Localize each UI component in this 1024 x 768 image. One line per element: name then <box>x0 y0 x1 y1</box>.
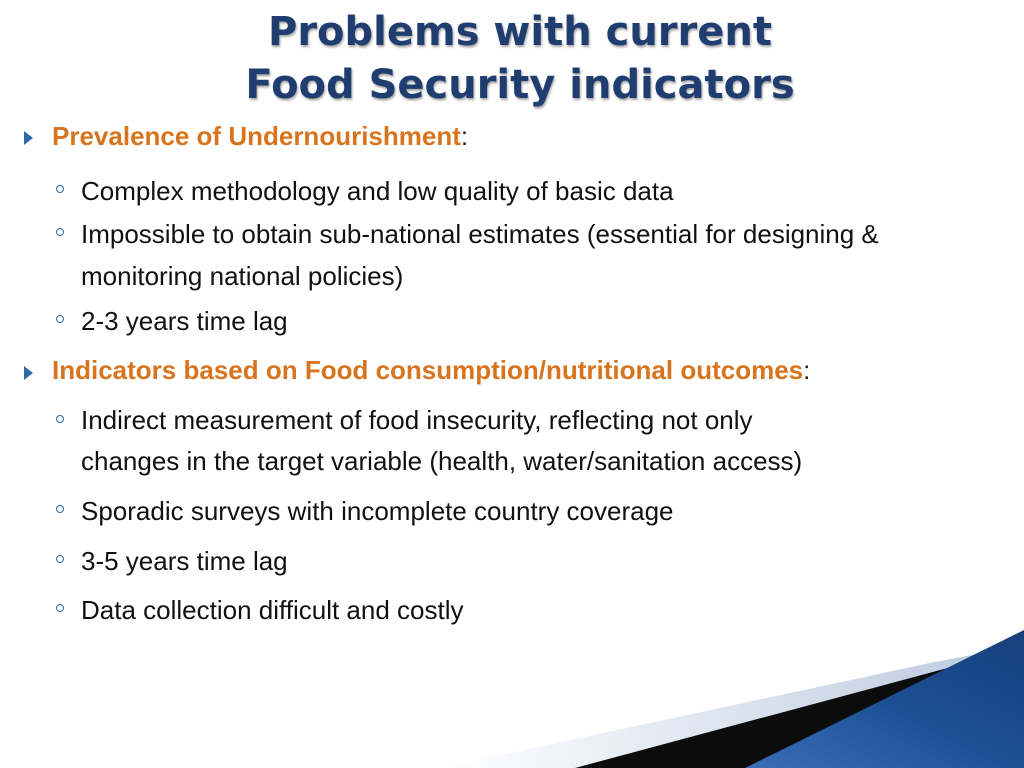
section-heading-text: Prevalence of Undernourishment <box>52 121 461 151</box>
title-line-1: Problems with current <box>268 9 772 55</box>
section-heading-colon: : <box>803 355 811 385</box>
list-item-line: Impossible to obtain sub-national estimates (essential for designing & <box>81 219 879 249</box>
list-item: 2-3 years time lag <box>81 306 288 336</box>
section-heading-colon: : <box>460 121 469 151</box>
list-item: 3-5 years time lag <box>81 546 288 576</box>
title-line-2: Food Security indicators <box>245 62 795 108</box>
list-item-line: monitoring national policies) <box>81 261 404 291</box>
list-item: Sporadic surveys with incomplete country coverage <box>81 496 674 526</box>
section-heading-text: Indicators based on Food consumption/nutritional outcomes <box>52 355 804 385</box>
list-item: Data collection difficult and costly <box>81 595 464 625</box>
list-item-line: Indirect measurement of food insecurity, reflecting not only <box>81 405 753 435</box>
list-item: Complex methodology and low quality of basic data <box>81 176 674 206</box>
list-item-line: changes in the target variable (health, water/sanitation access) <box>81 446 803 476</box>
